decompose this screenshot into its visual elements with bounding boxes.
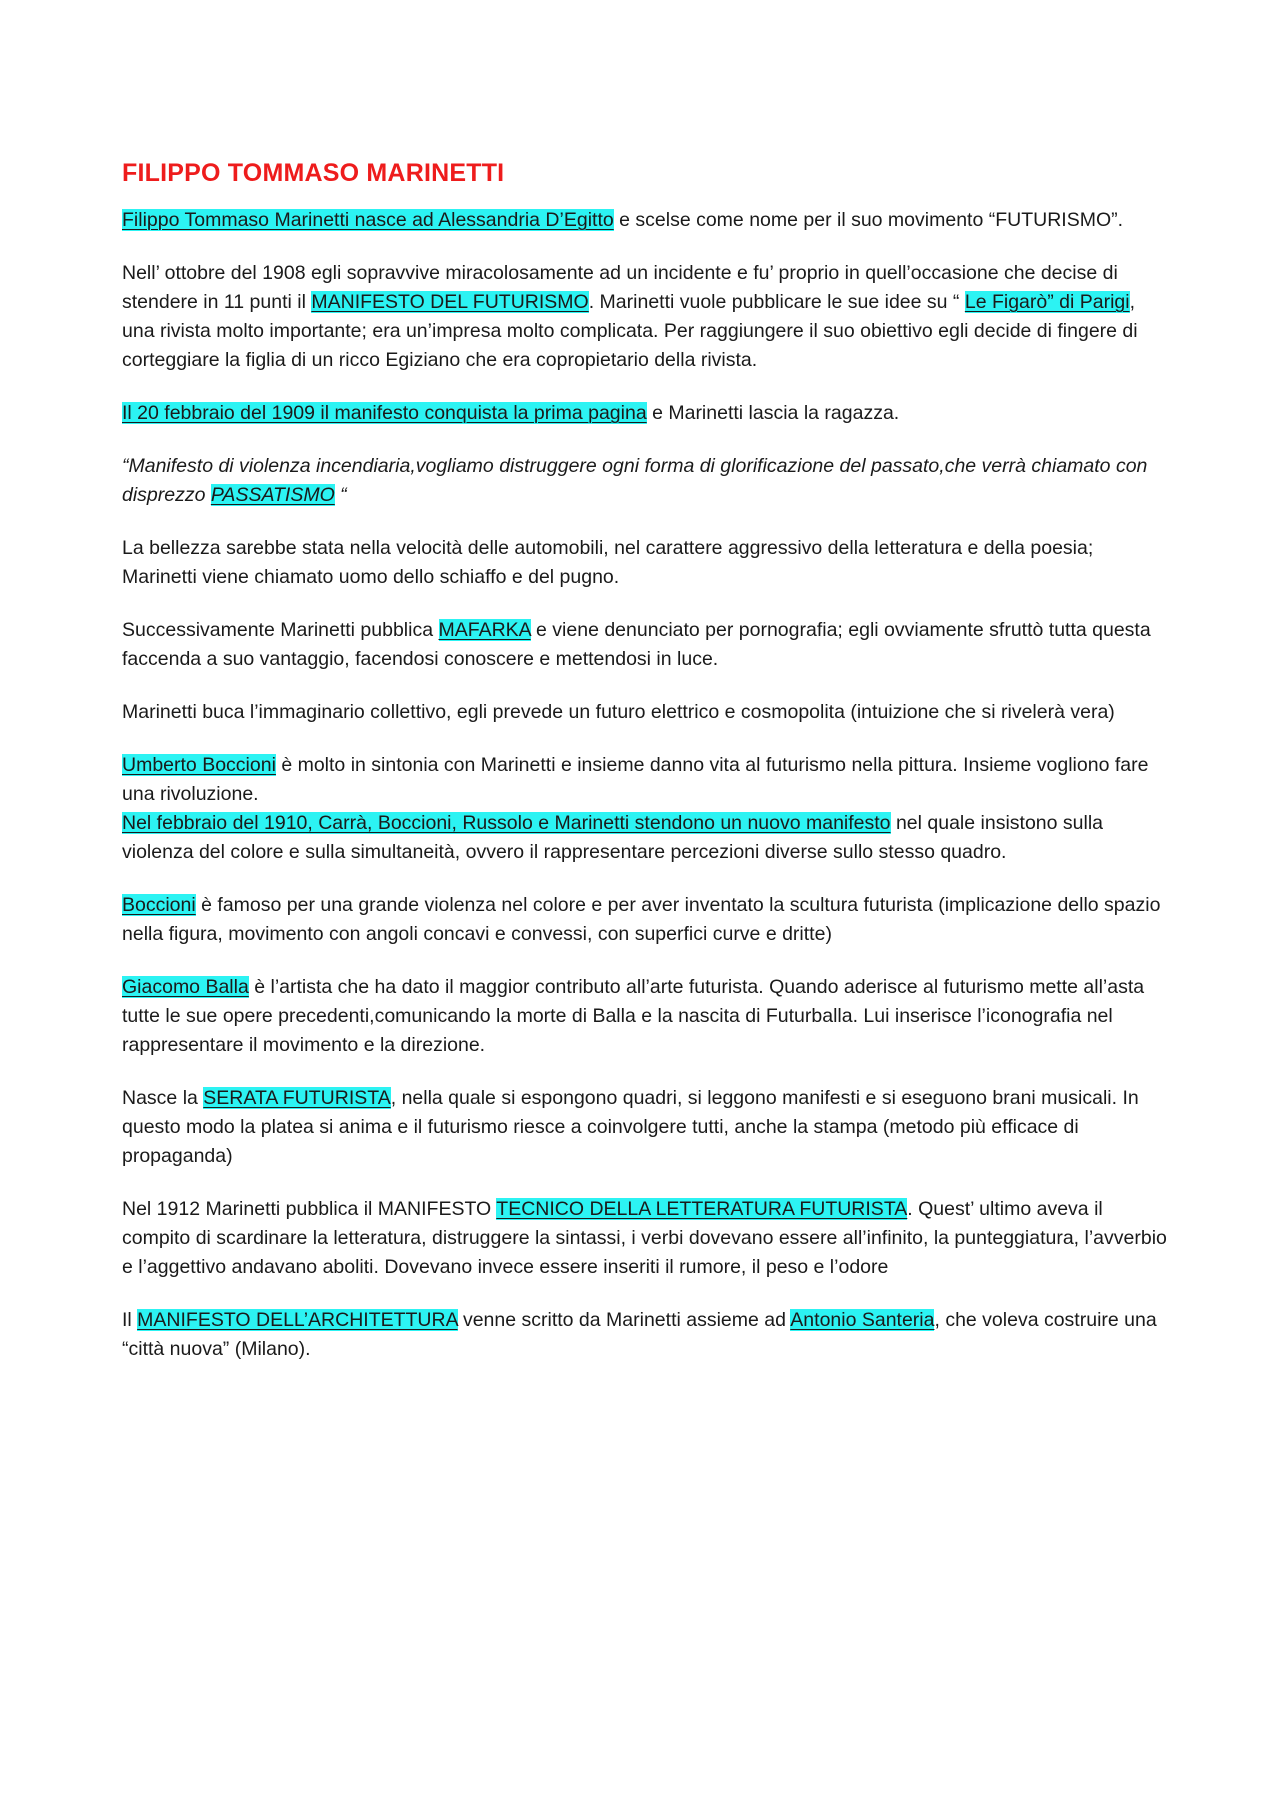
highlighted-text: Boccioni bbox=[122, 894, 196, 916]
text-segment: Nasce la bbox=[122, 1087, 204, 1109]
paragraph-p9 bbox=[122, 809, 1172, 867]
text-segment: Marinetti buca l’immaginario collettivo, egli prevede un futuro elettrico e cosmopolita (intuizione che si rivelerà vera) bbox=[122, 701, 1115, 723]
text-segment: , che voleva costruire una “città nuova” (Milano). bbox=[122, 1309, 1157, 1360]
paragraph-p14 bbox=[122, 1306, 1172, 1364]
paragraph-p2 bbox=[122, 259, 1172, 375]
highlighted-text: MANIFESTO DEL FUTURISMO bbox=[311, 291, 589, 313]
highlighted-text: Filippo Tommaso Marinetti nasce ad Alessandria D’Egitto bbox=[122, 209, 614, 231]
paragraph-p5 bbox=[122, 534, 1172, 592]
text-segment: è famoso per una grande violenza nel colore e per aver inventato la scultura futurista (implicazione dello spazio nella figura, movimento con angoli concavi e convessi, con superfici curve e dritte) bbox=[122, 894, 1161, 945]
text-segment: e scelse come nome per il suo movimento “FUTURISMO”. bbox=[613, 209, 1124, 231]
paragraph-p1 bbox=[122, 206, 1172, 235]
highlighted-text: Giacomo Balla bbox=[122, 976, 249, 998]
text-segment: Successivamente Marinetti pubblica bbox=[122, 619, 439, 641]
highlighted-text: Le Figarò” di Parigi bbox=[964, 291, 1130, 313]
document-body bbox=[122, 206, 1172, 1364]
paragraph-p7 bbox=[122, 698, 1172, 727]
highlighted-text: Antonio Santeria bbox=[790, 1309, 935, 1331]
text-segment: Nell’ ottobre del 1908 egli sopravvive miracolosamente ad un incidente e fu’ proprio in quell’occasione che decise di stendere in 11 punti il bbox=[122, 262, 1118, 313]
text-segment: , nella quale si espongono quadri, si leggono manifesti e si eseguono brani musicali. In questo modo la platea si anima e il futurismo riesce a coinvolgere tutti, anche la stampa (metodo più efficace di propaganda) bbox=[122, 1087, 1139, 1167]
highlighted-text: MAFARKA bbox=[438, 619, 531, 641]
paragraph-p6 bbox=[122, 616, 1172, 674]
text-segment: Il bbox=[122, 1309, 138, 1331]
paragraph-p8 bbox=[122, 751, 1172, 809]
highlighted-text: SERATA FUTURISTA bbox=[203, 1087, 391, 1109]
highlighted-text: Umberto Boccioni bbox=[122, 754, 276, 776]
text-segment: è molto in sintonia con Marinetti e insieme danno vita al futurismo nella pittura. Insieme vogliono fare una rivoluzione. bbox=[122, 754, 1149, 805]
text-segment: “ bbox=[334, 484, 347, 506]
paragraph-p13 bbox=[122, 1195, 1172, 1282]
text-segment: La bellezza sarebbe stata nella velocità delle automobili, nel carattere aggressivo della letteratura e della poesia; Marinetti viene chiamato uomo dello schiaffo e del pugno. bbox=[122, 537, 1094, 588]
highlighted-text: PASSATISMO bbox=[210, 484, 335, 506]
text-segment: “Manifesto di violenza incendiaria,vogliamo distruggere ogni forma di glorificazione del passato,che verrà chiamato con disprezzo bbox=[122, 455, 1148, 506]
text-segment: nel quale insistono sulla violenza del colore e sulla simultaneità, ovvero il rappresentare percezioni diverse sullo stesso quadro. bbox=[122, 812, 1104, 863]
highlighted-text: Il 20 febbraio del 1909 il manifesto conquista la prima pagina bbox=[122, 402, 647, 424]
document-title: FILIPPO TOMMASO MARINETTI bbox=[122, 159, 505, 187]
paragraph-p10 bbox=[122, 891, 1172, 949]
text-segment: , una rivista molto importante; era un’impresa molto complicata. Per raggiungere il suo obiettivo egli decide di fingere di corteggiare la figlia di un ricco Egiziano che era copropietario della rivista. bbox=[122, 291, 1138, 371]
highlighted-text: TECNICO DELLA LETTERATURA FUTURISTA bbox=[496, 1198, 908, 1220]
text-segment: e viene denunciato per pornografia; egli ovviamente sfruttò tutta questa faccenda a suo vantaggio, facendosi conoscere e mettendosi in luce. bbox=[122, 619, 1151, 670]
text-segment: . Marinetti vuole pubblicare le sue idee su “ bbox=[588, 291, 965, 313]
text-segment: è l’artista che ha dato il maggior contributo all’arte futurista. Quando aderisce al futurismo mette all’asta tutte le sue opere precedenti,comunicando la morte di Balla e la nascita di Futurballa. Lui inserisce l’iconografia nel rappresentare il movimento e la direzione. bbox=[122, 976, 1145, 1056]
paragraph-p11 bbox=[122, 973, 1172, 1060]
text-segment: Nel 1912 Marinetti pubblica il MANIFESTO bbox=[122, 1198, 497, 1220]
text-segment: . Quest’ ultimo aveva il compito di scardinare la letteratura, distruggere la sintassi, i verbi dovevano essere all’infinito, la punteggiatura, l’avverbio e l’aggettivo andavano aboliti. Dovevano invece essere inseriti il rumore, il peso e l’odore bbox=[122, 1198, 1167, 1278]
document-page bbox=[122, 156, 1172, 1388]
text-segment: venne scritto da Marinetti assieme ad bbox=[457, 1309, 791, 1331]
highlighted-text: Nel febbraio del 1910, Carrà, Boccioni, Russolo e Marinetti stendono un nuovo manifesto bbox=[122, 812, 891, 834]
paragraph-p4 bbox=[122, 452, 1172, 510]
highlighted-text: MANIFESTO DELL’ARCHITETTURA bbox=[137, 1309, 458, 1331]
text-segment: e Marinetti lascia la ragazza. bbox=[646, 402, 900, 424]
paragraph-p3 bbox=[122, 399, 1172, 428]
paragraph-p12 bbox=[122, 1084, 1172, 1171]
